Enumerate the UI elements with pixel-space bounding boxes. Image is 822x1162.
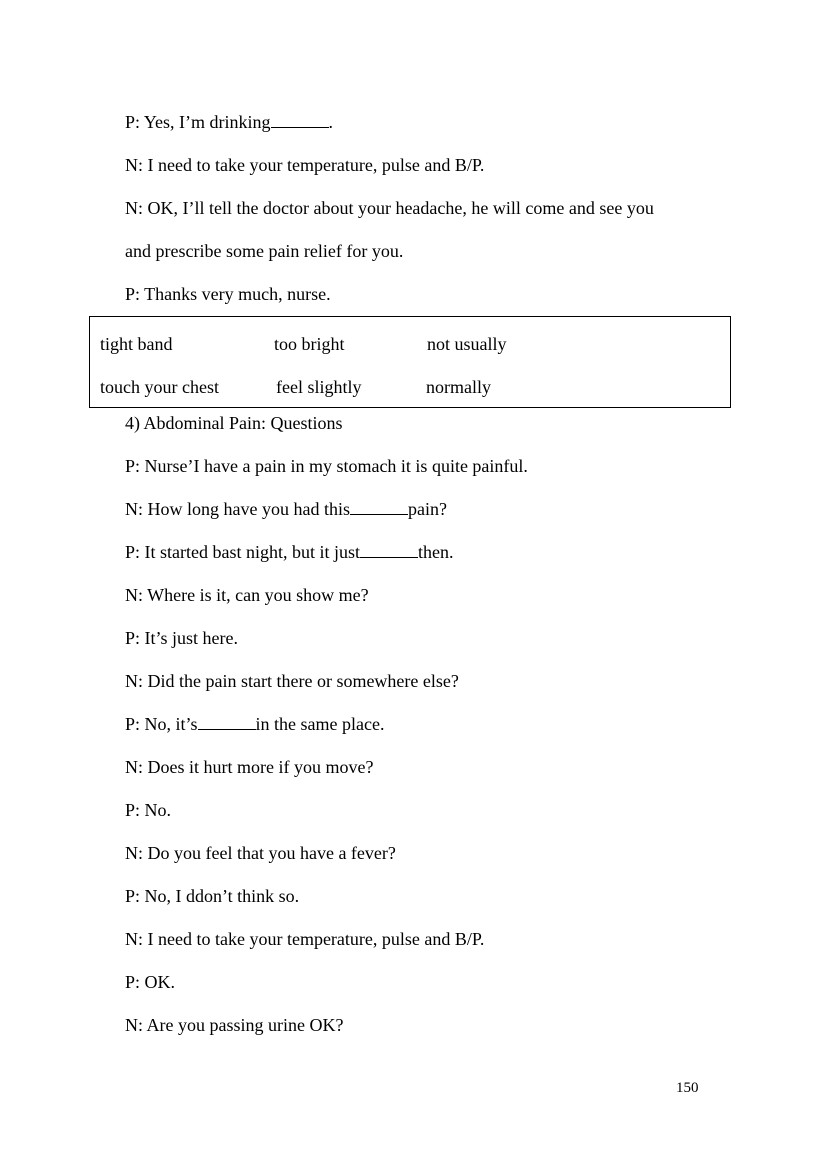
word-bank-item: normally	[426, 377, 491, 397]
word-bank-item: tight band	[100, 334, 173, 354]
dialogue-text-after: pain?	[407, 499, 447, 519]
dialogue-text: N: I need to take your temperature, pulse and B/P.	[125, 929, 485, 949]
dialogue-text-after: .	[328, 112, 334, 132]
dialogue-text: P: OK.	[125, 972, 176, 992]
dialogue-line	[125, 841, 396, 865]
dialogue-text: N: OK, I’ll tell the doctor about your headache, he will come and see you	[125, 198, 654, 218]
dialogue-line	[125, 669, 459, 693]
dialogue-line	[125, 497, 447, 521]
page-number: 150	[676, 1080, 699, 1096]
dialogue-text: N: How long have you had this	[125, 499, 350, 519]
word-bank-item: too bright	[274, 334, 345, 354]
dialogue-line	[125, 755, 373, 779]
dialogue-text: N: Are you passing urine OK?	[125, 1015, 344, 1035]
dialogue-text: N: Where is it, can you show me?	[125, 585, 369, 605]
dialogue-text: P: Thanks very much, nurse.	[125, 284, 331, 304]
dialogue-line	[125, 1013, 343, 1037]
answer-blank[interactable]	[350, 498, 408, 515]
dialogue-text: P: It started bast night, but it just	[125, 542, 360, 562]
dialogue-line	[125, 712, 384, 736]
dialogue-text: N: Do you feel that you have a fever?	[125, 843, 396, 863]
dialogue-text: and prescribe some pain relief for you.	[125, 241, 404, 261]
dialogue-line	[125, 884, 299, 908]
dialogue-line	[125, 454, 528, 478]
dialogue-line	[125, 239, 403, 263]
dialogue-line	[125, 196, 654, 220]
dialogue-text: P: No.	[125, 800, 172, 820]
dialogue-line	[125, 540, 454, 564]
dialogue-text: P: Nurse’I have a pain in my stomach it is quite painful.	[125, 456, 528, 476]
section-heading: 4) Abdominal Pain: Questions	[125, 413, 343, 433]
dialogue-line	[125, 583, 369, 607]
dialogue-text: P: Yes, I’m drinking	[125, 112, 271, 132]
word-bank-item: not usually	[427, 334, 507, 354]
dialogue-line	[125, 927, 484, 951]
dialogue-text: P: No, it’s	[125, 714, 198, 734]
dialogue-line	[125, 282, 331, 306]
dialogue-text: P: No, I ddon’t think so.	[125, 886, 300, 906]
dialogue-text: N: I need to take your temperature, pulse and B/P.	[125, 155, 485, 175]
word-bank-item: feel slightly	[276, 377, 362, 397]
dialogue-line	[125, 970, 175, 994]
dialogue-text: N: Did the pain start there or somewhere else?	[125, 671, 459, 691]
answer-blank[interactable]	[198, 713, 256, 730]
dialogue-text-after: in the same place.	[255, 714, 385, 734]
answer-blank[interactable]	[360, 541, 418, 558]
dialogue-text: N: Does it hurt more if you move?	[125, 757, 374, 777]
dialogue-line	[125, 110, 333, 134]
dialogue-text: P: It’s just here.	[125, 628, 238, 648]
word-bank-item: touch your chest	[100, 377, 219, 397]
dialogue-line	[125, 153, 484, 177]
dialogue-text-after: then.	[418, 542, 454, 562]
answer-blank[interactable]	[271, 111, 329, 128]
dialogue-line	[125, 626, 238, 650]
dialogue-line	[125, 798, 171, 822]
